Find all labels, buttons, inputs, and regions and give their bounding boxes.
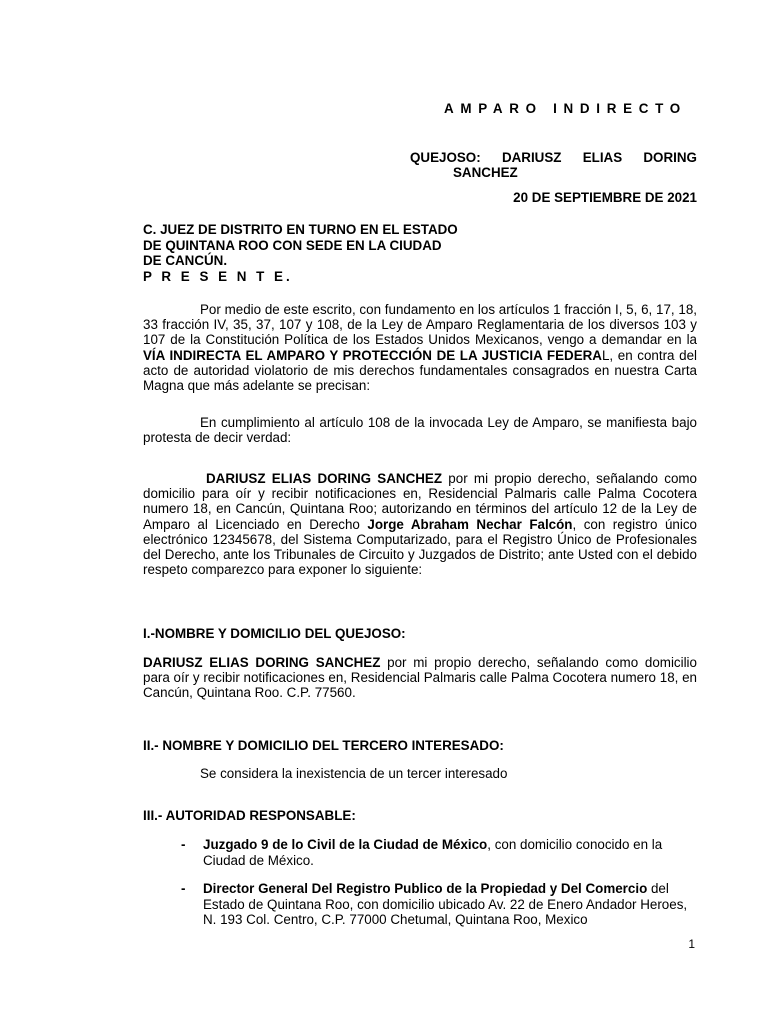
list-dash: - (181, 837, 186, 852)
quejoso-name-part: DARIUSZ (501, 150, 562, 165)
page-number: 1 (688, 937, 695, 951)
paragraph-intro (143, 302, 697, 393)
paragraph-bold-text: DARIUSZ ELIAS DORING SANCHEZ (206, 471, 443, 486)
list-dash: - (181, 881, 186, 896)
addressee-line: C. JUEZ DE DISTRITO EN TURNO EN EL ESTADO (143, 222, 458, 237)
authority-list (181, 837, 697, 928)
document-title: AMPARO INDIRECTO (444, 101, 687, 116)
paragraph-bold-text: VÍA INDIRECTA EL AMPARO Y PROTECCIÓN DE LA JUSTICIA FEDERA (143, 347, 602, 363)
paragraph-bold-text: DARIUSZ ELIAS DORING SANCHEZ (143, 655, 381, 670)
quejoso-name-part: DORING (643, 150, 697, 165)
paragraph-text: por mi propio derecho, señalando como domicilio para oír y recibir notificaciones en, Residencial Palmaris calle Palma Cocotera numero 18, en Cancún, Quintana Roo. C.P. 77560. (143, 655, 697, 701)
list-item-text: del Estado de Quintana Roo, con domicilio ubicado Av. 22 de Enero Andador Heroes, N. 193 Col. Centro, C.P. 77000 Chetumal, Quintana Roo, Mexico (203, 881, 688, 927)
section-heading-autoridad: III.- AUTORIDAD RESPONSABLE: (143, 808, 356, 823)
paragraph-bold-text: Jorge Abraham Nechar Falcón (367, 516, 573, 532)
addressee-line: DE CANCÚN. (143, 253, 228, 268)
quejoso-label: QUEJOSO: (410, 150, 481, 165)
list-item-bold: Juzgado 9 de lo Civil de la Ciudad de México (203, 837, 488, 852)
list-item-text: , con domicilio conocido en la Ciudad de México. (203, 837, 663, 868)
paragraph-text: En cumplimiento al artículo 108 de la invocada Ley de Amparo, se manifiesta bajo protesta de decir verdad: (143, 415, 697, 446)
list-item-bold: Director General Del Registro Publico de la Propiedad y Del Comercio (203, 881, 648, 896)
paragraph-text: L, en contra del acto de autoridad violatorio de mis derechos fundamentales consagrados en nuestra Carta Magna que más adelante se precisan: (143, 347, 698, 394)
paragraph-protesta (143, 415, 697, 445)
quejoso-name-part: SANCHEZ (453, 165, 518, 180)
paragraph-text: por mi propio derecho, señalando como domicilio para oír y recibir notificaciones en, Residencial Palmaris calle Palma Cocotera numero 18, en Cancún, Quintana Roo; autorizando en términos del artículo 12 de la Ley de Amparo al Licenciado en Derecho (143, 471, 697, 532)
list-item (181, 837, 697, 868)
section-heading-tercero: II.- NOMBRE Y DOMICILIO DEL TERCERO INTERESADO: (143, 738, 504, 753)
document-date: 20 DE SEPTIEMBRE DE 2021 (513, 190, 697, 205)
quejoso-block (410, 150, 697, 180)
addressee-block (143, 222, 499, 284)
addressee-line: DE QUINTANA ROO CON SEDE EN LA CIUDAD (143, 237, 442, 253)
paragraph-text: , con registro único electrónico 12345678, del Sistema Computarizado, para el Registro Único de Profesionales del Derecho, ante los Tribunales de Circuito y Juzgados de Distrito; ante Usted con el debido respeto comparezco para exponer lo siguiente: (143, 516, 697, 578)
section-heading-quejoso: I.-NOMBRE Y DOMICILIO DEL QUEJOSO: (143, 626, 406, 641)
addressee-line: P R E S E N T E. (143, 268, 293, 284)
paragraph-quejoso (143, 655, 697, 701)
quejoso-name-part: ELIAS (582, 150, 623, 165)
paragraph-tercero: Se considera la inexistencia de un tercer interesado (200, 766, 508, 781)
paragraph-comparecencia (143, 471, 697, 577)
list-item (181, 881, 697, 928)
paragraph-text: Por medio de este escrito, con fundamento en los artículos 1 fracción I, 5, 6, 17, 18, 33 fracción IV, 35, 37, 107 y 108, de la Ley de Amparo Reglamentaria de los diversos 103 y 107 de la Constitución Política de los Estados Unidos Mexicanos, vengo a demandar en la (143, 302, 697, 348)
